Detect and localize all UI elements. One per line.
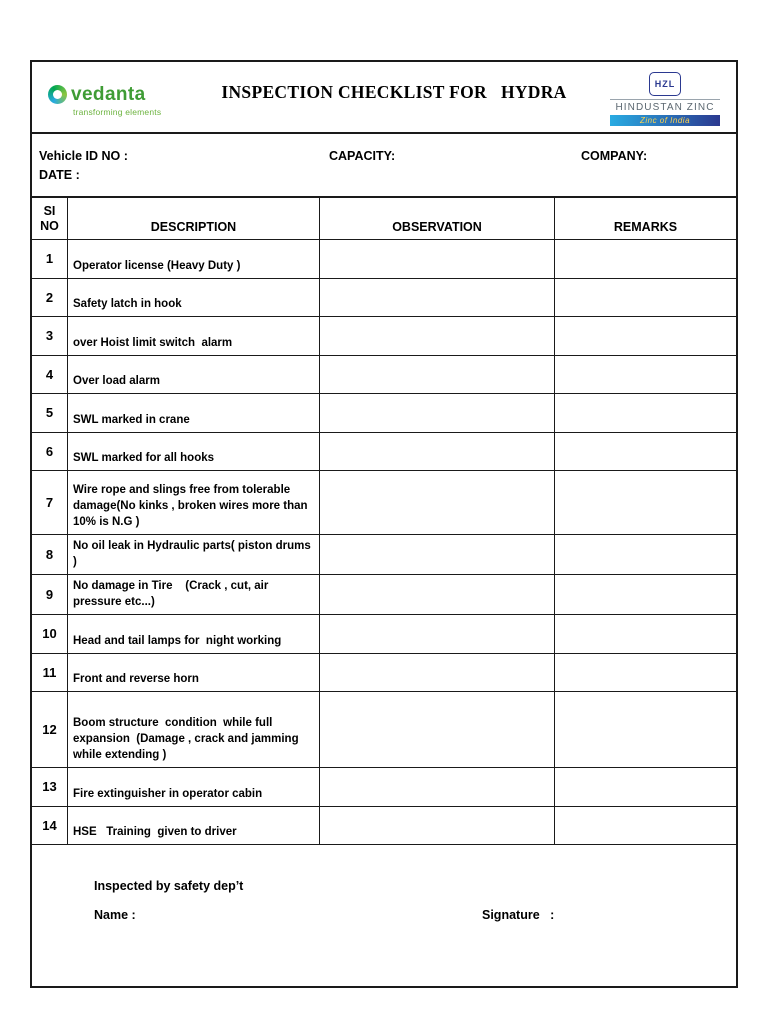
observation-cell <box>320 433 555 471</box>
table-row <box>32 768 736 807</box>
si-cell: 8 <box>32 535 68 574</box>
table-row <box>32 615 736 654</box>
observation-cell <box>320 394 555 432</box>
table-row <box>32 279 736 318</box>
observation-cell <box>320 356 555 394</box>
table-header-row <box>32 198 736 240</box>
description-cell: Operator license (Heavy Duty ) <box>68 240 320 278</box>
table-row <box>32 471 736 535</box>
remarks-cell <box>555 615 736 653</box>
description-cell: Fire extinguisher in operator cabin <box>68 768 320 806</box>
inspected-by-label: Inspected by safety dep’t <box>94 879 244 893</box>
signature-label: Signature : <box>482 908 555 922</box>
description-cell: No oil leak in Hydraulic parts( piston drums ) <box>68 535 320 574</box>
description-cell: SWL marked in crane <box>68 394 320 432</box>
vedanta-logo <box>48 78 178 117</box>
table-row <box>32 807 736 846</box>
description-cell: Wire rope and slings free from tolerable damage(No kinks , broken wires more than 10% is N.G ) <box>68 471 320 534</box>
description-cell: Head and tail lamps for night working <box>68 615 320 653</box>
description-cell: Boom structure condition while full expansion (Damage , crack and jamming while extending ) <box>68 692 320 767</box>
description-cell: Over load alarm <box>68 356 320 394</box>
remarks-cell <box>555 768 736 806</box>
capacity-label: CAPACITY: <box>329 149 396 163</box>
si-cell: 1 <box>32 240 68 278</box>
observation-header: OBSERVATION <box>320 198 555 239</box>
table-row <box>32 654 736 693</box>
remarks-cell <box>555 394 736 432</box>
vehicle-info-section <box>32 134 736 198</box>
company-label: COMPANY: <box>581 149 648 163</box>
remarks-cell <box>555 692 736 767</box>
table-row <box>32 356 736 395</box>
remarks-header: REMARKS <box>613 220 678 234</box>
observation-cell <box>320 768 555 806</box>
si-cell: 12 <box>32 692 68 767</box>
si-cell: 13 <box>32 768 68 806</box>
observation-cell <box>320 471 555 534</box>
si-cell: 7 <box>32 471 68 534</box>
si-no-header-line2: NO <box>40 218 59 233</box>
si-cell: 3 <box>32 317 68 355</box>
si-cell: 9 <box>32 575 68 614</box>
table-row <box>32 433 736 472</box>
table-row <box>32 692 736 768</box>
si-cell: 6 <box>32 433 68 471</box>
remarks-cell <box>555 654 736 692</box>
si-cell: 2 <box>32 279 68 317</box>
remarks-cell <box>555 356 736 394</box>
description-header: DESCRIPTION <box>68 198 320 239</box>
vehicle-info-left <box>39 149 328 196</box>
observation-cell <box>320 692 555 767</box>
remarks-cell <box>555 575 736 614</box>
remarks-cell <box>555 433 736 471</box>
observation-cell <box>320 240 555 278</box>
description-cell: SWL marked for all hooks <box>68 433 320 471</box>
si-no-header-line1: SI <box>43 203 56 218</box>
vedanta-logo-top <box>48 84 178 106</box>
si-cell: 14 <box>32 807 68 845</box>
table-row <box>32 394 736 433</box>
observation-cell <box>320 535 555 574</box>
form-footer <box>32 845 736 922</box>
remarks-cell <box>555 317 736 355</box>
description-cell: Safety latch in hook <box>68 279 320 317</box>
vedanta-tagline: transforming elements <box>73 106 162 117</box>
si-cell: 10 <box>32 615 68 653</box>
hzl-logo-text: HINDUSTAN ZINC <box>610 99 720 113</box>
description-cell: No damage in Tire (Crack , cut, air pressure etc...) <box>68 575 320 614</box>
observation-cell <box>320 615 555 653</box>
remarks-cell <box>555 471 736 534</box>
remarks-cell <box>555 535 736 574</box>
date-label: DATE : <box>39 168 80 182</box>
remarks-cell <box>555 240 736 278</box>
si-cell: 5 <box>32 394 68 432</box>
vedanta-logo-text: vedanta <box>71 83 146 105</box>
si-cell: 11 <box>32 654 68 692</box>
description-cell: HSE Training given to driver <box>68 807 320 845</box>
observation-cell <box>320 654 555 692</box>
si-cell: 4 <box>32 356 68 394</box>
observation-cell <box>320 317 555 355</box>
vedanta-swirl-icon <box>48 85 67 104</box>
table-row <box>32 535 736 575</box>
remarks-cell <box>555 807 736 845</box>
page-title: INSPECTION CHECKLIST FOR HYDRA <box>221 81 567 102</box>
hindustan-zinc-logo <box>610 68 720 126</box>
vehicle-id-label: Vehicle ID NO : <box>39 149 128 163</box>
table-row <box>32 317 736 356</box>
form-header <box>32 62 736 134</box>
signoff-row <box>94 908 736 922</box>
remarks-cell <box>555 279 736 317</box>
observation-cell <box>320 807 555 845</box>
hzl-emblem-icon: HZL <box>649 72 681 96</box>
table-row <box>32 575 736 615</box>
description-cell: Front and reverse horn <box>68 654 320 692</box>
description-cell: over Hoist limit switch alarm <box>68 317 320 355</box>
observation-cell <box>320 279 555 317</box>
table-row <box>32 240 736 279</box>
si-no-header <box>32 198 68 239</box>
name-label: Name : <box>94 908 136 922</box>
observation-cell <box>320 575 555 614</box>
hzl-tagline-bar: Zinc of India <box>610 115 720 126</box>
form-page <box>30 60 738 988</box>
